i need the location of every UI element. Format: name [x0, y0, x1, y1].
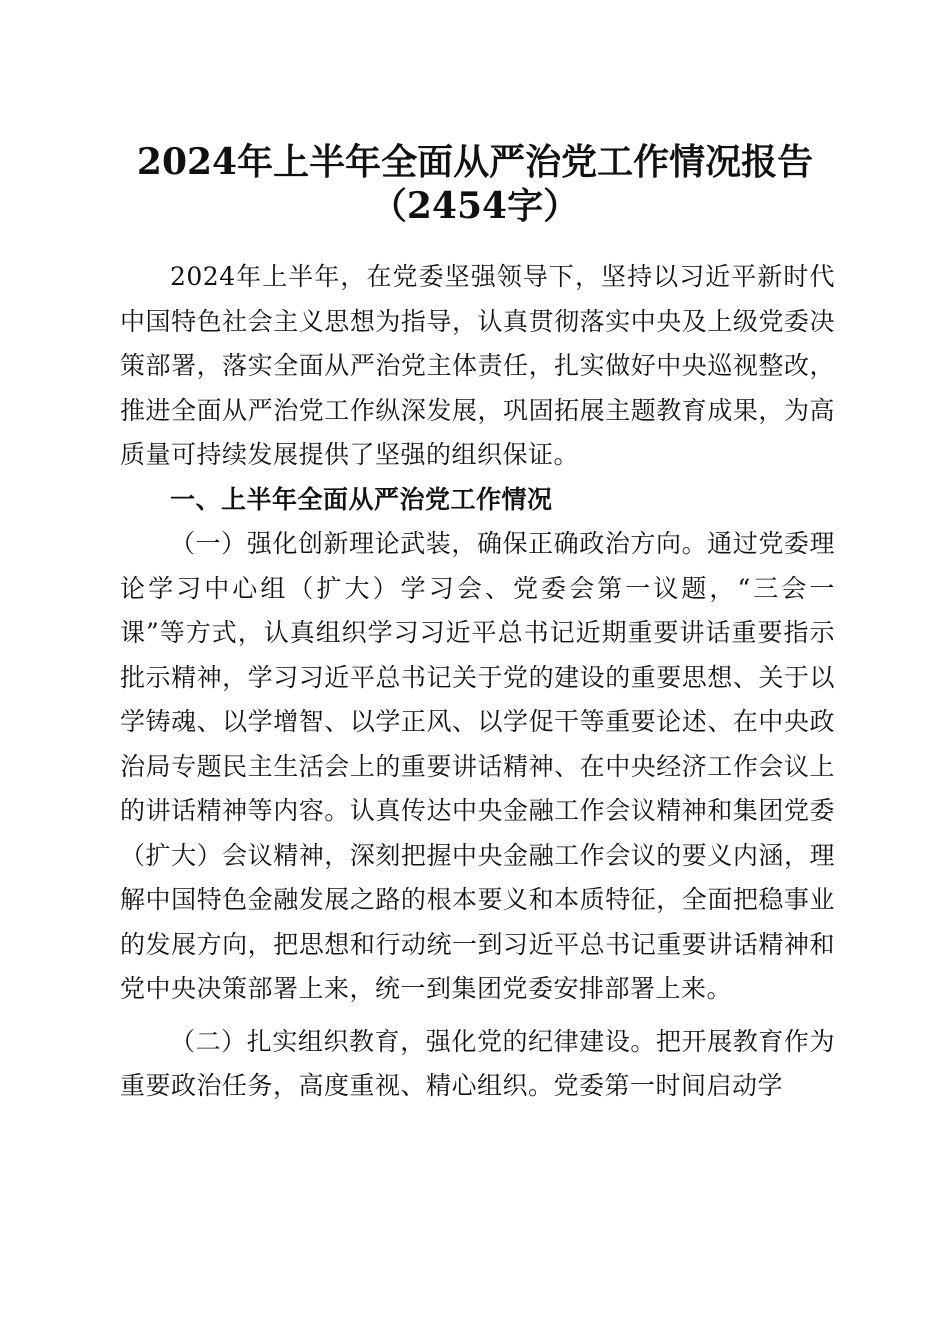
item-2-text: 把开展教育作为重要政治任务，高度重视、精心组织。党委第一时间启动学	[120, 1026, 835, 1100]
document-word-count: （2454字）	[370, 185, 580, 227]
document-title: 2024年上半年全面从严治党工作情况报告	[136, 141, 814, 183]
item-1-text: 通过党委理论学习中心组（扩大）学习会、党委会第一议题，“三会一课”等方式，认真组织学习习近平总书记近期重要讲话重要指示批示精神，学习习近平总书记关于党的建设的重要思想、关于以学铸魂、以学增智、以学正风、以学促干等重要论述、在中央政治局专题民主生活会上的重要讲话精神、在中央经济工作会议上的讲话精神等内容。认真传达中央金融工作会议精神和集团党委（扩大）会议精神，深刻把握中央金融工作会议的要义内涵，理解中国特色金融发展之路的根本要义和本质特征，全面把稳事业的发展方向，把思想和行动统一到习近平总书记重要讲话精神和党中央决策部署上来，统一到集团党委安排部署上来。	[120, 529, 835, 1003]
intro-paragraph: 2024年上半年，在党委坚强领导下，坚持以习近平新时代中国特色社会主义思想为指导，认真贯彻落实中央及上级党委决策部署，落实全面从严治党主体责任，扎实做好中央巡视整改，推进全面从严治党工作纵深发展，巩固拓展主题教育成果，为高质量可持续发展提供了坚强的组织保证。	[120, 262, 835, 469]
section-heading: 一、上半年全面从严治党工作情况	[170, 484, 553, 514]
item-1-paragraph	[120, 522, 835, 1012]
item-2-lead: （二）扎实组织教育，强化党的纪律建设。	[170, 1026, 656, 1056]
item-1-lead: （一）强化创新理论武装，确保正确政治方向。	[170, 529, 708, 558]
document-body	[120, 255, 835, 1109]
item-2-paragraph	[120, 1020, 835, 1109]
